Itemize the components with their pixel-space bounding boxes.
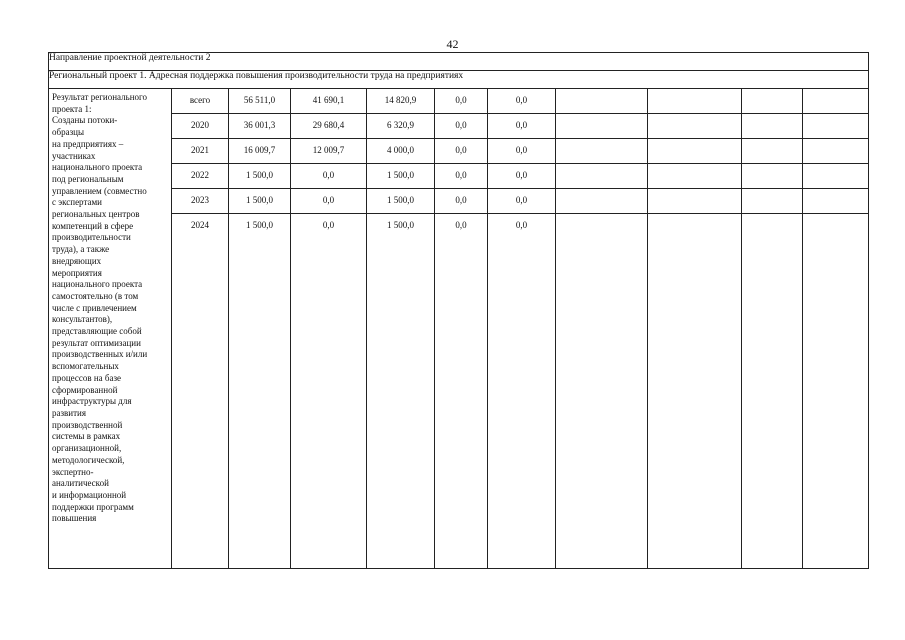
value-cell: 1 500,0 [367, 214, 435, 569]
value-cell: 0,0 [488, 114, 556, 139]
project-title: Региональный проект 1. Адресная поддержка повышения производительности труда на предприятиях [49, 71, 869, 89]
value-cell: 29 680,4 [291, 114, 367, 139]
result-line: числе с привлечением [52, 302, 137, 313]
value-cell: 0,0 [488, 189, 556, 214]
table-row [49, 114, 869, 139]
table-row [49, 189, 869, 214]
result-line: представляющие собой [52, 326, 142, 337]
value-cell: 0,0 [435, 139, 488, 164]
empty-cell [803, 89, 869, 114]
page-number: 42 [446, 37, 459, 51]
result-line: национального проекта [52, 162, 143, 173]
value-cell: 0,0 [488, 139, 556, 164]
value-cell: 16 009,7 [229, 139, 291, 164]
value-cell: 0,0 [435, 114, 488, 139]
result-line: поддержки программ [52, 501, 134, 512]
result-line: самостоятельно (в том [52, 290, 139, 301]
result-line: результат оптимизации [52, 337, 141, 348]
result-line: компетенций в сфере [52, 220, 134, 231]
empty-cell [648, 214, 742, 569]
empty-cell [803, 189, 869, 214]
value-cell: 1 500,0 [229, 189, 291, 214]
result-line: производственных и/или [52, 349, 148, 360]
value-cell: 36 001,3 [229, 114, 291, 139]
result-line: инфраструктуры для [52, 396, 132, 407]
empty-cell [648, 139, 742, 164]
empty-cell [556, 189, 648, 214]
result-line: производственной [52, 419, 123, 430]
value-cell: 6 320,9 [367, 114, 435, 139]
value-cell: 1 500,0 [367, 164, 435, 189]
value-cell: 0,0 [291, 214, 367, 569]
empty-cell [803, 114, 869, 139]
value-cell: 0,0 [488, 214, 556, 569]
empty-cell [648, 164, 742, 189]
value-cell: 1 500,0 [229, 214, 291, 569]
result-line: аналитической [52, 478, 109, 489]
empty-cell [742, 89, 803, 114]
result-line: национального проекта [52, 279, 143, 290]
period-cell: 2023 [172, 189, 229, 214]
empty-cell [803, 139, 869, 164]
empty-cell [556, 214, 648, 569]
result-line: экспертно- [52, 466, 94, 477]
value-cell: 56 511,0 [229, 89, 291, 114]
result-line: внедряющих [52, 255, 102, 266]
result-line: проекта 1: [52, 103, 92, 114]
empty-cell [648, 189, 742, 214]
result-line: мероприятия [52, 267, 102, 278]
result-line: повышения [52, 513, 97, 524]
result-line: производительности [52, 232, 131, 243]
result-line: процессов на базе [52, 372, 122, 383]
empty-cell [648, 114, 742, 139]
result-line: образцы [52, 127, 84, 138]
period-cell: всего [172, 89, 229, 114]
empty-cell [648, 89, 742, 114]
result-line: сформированной [52, 384, 118, 395]
empty-cell [742, 164, 803, 189]
value-cell: 0,0 [435, 89, 488, 114]
period-cell: 2021 [172, 139, 229, 164]
result-line: на предприятиях – [52, 138, 124, 149]
period-cell: 2020 [172, 114, 229, 139]
direction-title: Направление проектной деятельности 2 [49, 53, 869, 71]
financing-table [48, 52, 869, 569]
empty-cell [803, 164, 869, 189]
result-line: труда), а также [52, 244, 110, 255]
empty-cell [742, 139, 803, 164]
result-line: развития [52, 407, 87, 418]
empty-cell [742, 214, 803, 569]
value-cell: 0,0 [435, 164, 488, 189]
table-row [49, 139, 869, 164]
result-line: организационной, [52, 443, 122, 454]
value-cell: 12 009,7 [291, 139, 367, 164]
value-cell: 1 500,0 [229, 164, 291, 189]
empty-cell [556, 89, 648, 114]
result-line: и информационной [52, 489, 127, 500]
result-line: системы в рамках [52, 431, 121, 442]
value-cell: 0,0 [291, 164, 367, 189]
result-line: участниках [52, 150, 96, 161]
value-cell: 0,0 [291, 189, 367, 214]
table-row [49, 164, 869, 189]
value-cell: 0,0 [488, 89, 556, 114]
table-row [49, 89, 869, 114]
empty-cell [556, 114, 648, 139]
value-cell: 41 690,1 [291, 89, 367, 114]
empty-cell [556, 164, 648, 189]
result-line: управлением (совместно [52, 185, 147, 196]
value-cell: 14 820,9 [367, 89, 435, 114]
empty-cell [556, 139, 648, 164]
result-line: Результат регионального [52, 92, 147, 102]
empty-cell [742, 189, 803, 214]
result-line: с экспертами [52, 197, 102, 208]
result-line: вспомогательных [52, 361, 119, 372]
empty-cell [742, 114, 803, 139]
empty-cell [803, 214, 869, 569]
table-row [49, 214, 869, 569]
result-line: Созданы потоки- [52, 115, 118, 126]
result-line: под региональным [52, 173, 124, 184]
value-cell: 0,0 [488, 164, 556, 189]
period-cell: 2024 [172, 214, 229, 569]
period-cell: 2022 [172, 164, 229, 189]
value-cell: 0,0 [435, 214, 488, 569]
result-line: методологической, [52, 454, 125, 465]
value-cell: 4 000,0 [367, 139, 435, 164]
result-description [49, 89, 172, 569]
result-line: региональных центров [52, 209, 140, 220]
value-cell: 0,0 [435, 189, 488, 214]
result-line: консультантов), [52, 314, 113, 325]
value-cell: 1 500,0 [367, 189, 435, 214]
